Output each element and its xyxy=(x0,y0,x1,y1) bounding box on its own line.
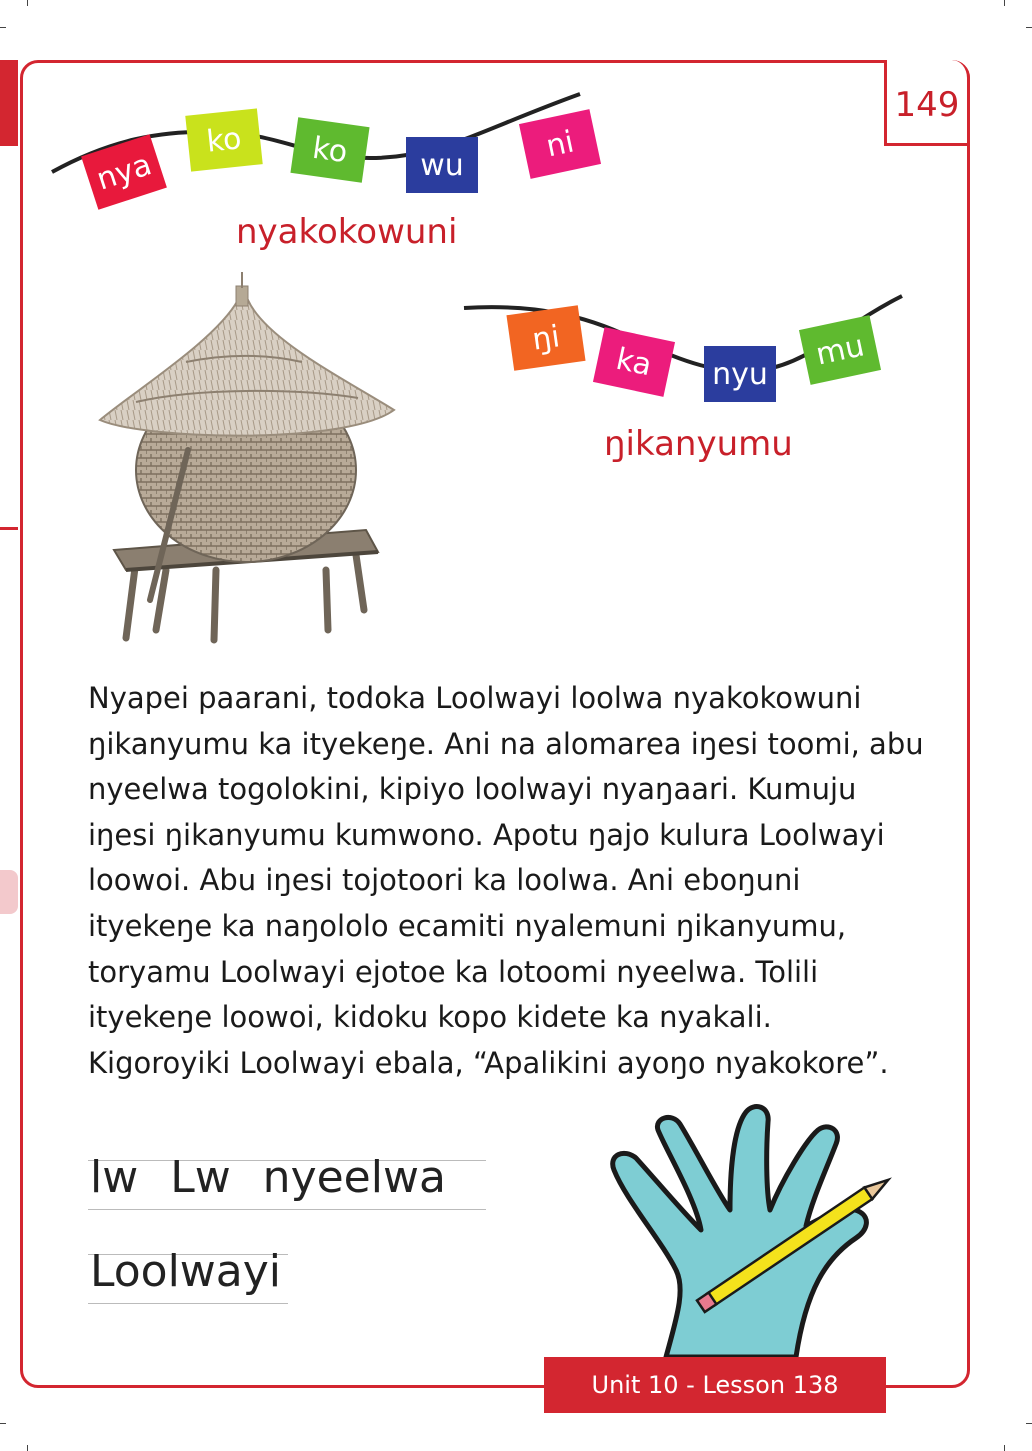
crop-mark xyxy=(1004,0,1005,6)
syllable-flag: ko xyxy=(290,117,369,182)
passage-line: ityekeŋe loowoi, kidoku kopo kidete ka nyakali. xyxy=(88,1000,772,1035)
syllable-flag: wu xyxy=(406,137,478,193)
passage-line: loowoi. Abu iŋesi tojotoori ka loolwa. Ani eboŋuni xyxy=(88,863,801,898)
crop-mark xyxy=(1026,27,1032,28)
syllable-flag: ŋi xyxy=(506,305,585,370)
granary-drawing xyxy=(96,270,396,650)
syllable-flag: nyu xyxy=(704,346,776,402)
crop-mark xyxy=(0,27,6,28)
hand-drawing xyxy=(606,1100,906,1357)
syllable-flag: ko xyxy=(185,108,262,171)
crop-mark xyxy=(0,1423,6,1424)
left-edge-notch xyxy=(0,527,18,530)
syllable-banner-1 xyxy=(50,80,590,220)
target-word-2: ŋikanyumu xyxy=(604,424,793,464)
practice-text-2: Loolwayi xyxy=(90,1246,282,1297)
syllable-banner-2 xyxy=(462,290,912,420)
syllable-flag: nya xyxy=(81,134,167,210)
left-edge-pill xyxy=(0,870,18,914)
passage-line: iŋesi ŋikanyumu kumwono. Apotu ŋajo kulura Loolwayi xyxy=(88,817,885,852)
crop-mark xyxy=(27,1445,28,1451)
passage-line: Nyapei paarani, todoka Loolwayi loolwa nyakokowuni xyxy=(88,681,862,715)
passage-line: Kigoroyiki Loolwayi ebala, “Apalikini ayoŋo nyakokore”. xyxy=(88,1045,889,1080)
page-number: 149 xyxy=(884,60,970,146)
target-word-1: nyakokowuni xyxy=(236,212,458,252)
left-edge-tab xyxy=(0,60,18,146)
passage-line: nyeelwa togolokini, kipiyo loolwayi nyaŋaari. Kumuju xyxy=(88,772,857,807)
reading-passage xyxy=(88,676,948,1086)
lesson-footer: Unit 10 - Lesson 138 xyxy=(544,1357,886,1413)
crop-mark xyxy=(27,0,28,6)
passage-line: ityekeŋe ka naŋololo ecamiti nyalemuni ŋikanyumu, xyxy=(88,908,847,943)
hand-with-pencil-icon xyxy=(606,1100,906,1357)
syllable-flag: ni xyxy=(519,109,601,179)
granary-illustration xyxy=(96,270,396,650)
crop-mark xyxy=(1026,1423,1032,1424)
passage-line: toryamu Loolwayi ejotoe ka lotoomi nyeelwa. Tolili xyxy=(88,954,819,989)
syllable-flag: mu xyxy=(799,315,881,385)
passage-line: ŋikanyumu ka ityekeŋe. Ani na alomarea iŋesi toomi, abu xyxy=(88,726,924,761)
syllable-flag: ka xyxy=(593,327,675,397)
practice-text-1: lw Lw nyeelwa xyxy=(90,1152,446,1203)
crop-mark xyxy=(1004,1445,1005,1451)
